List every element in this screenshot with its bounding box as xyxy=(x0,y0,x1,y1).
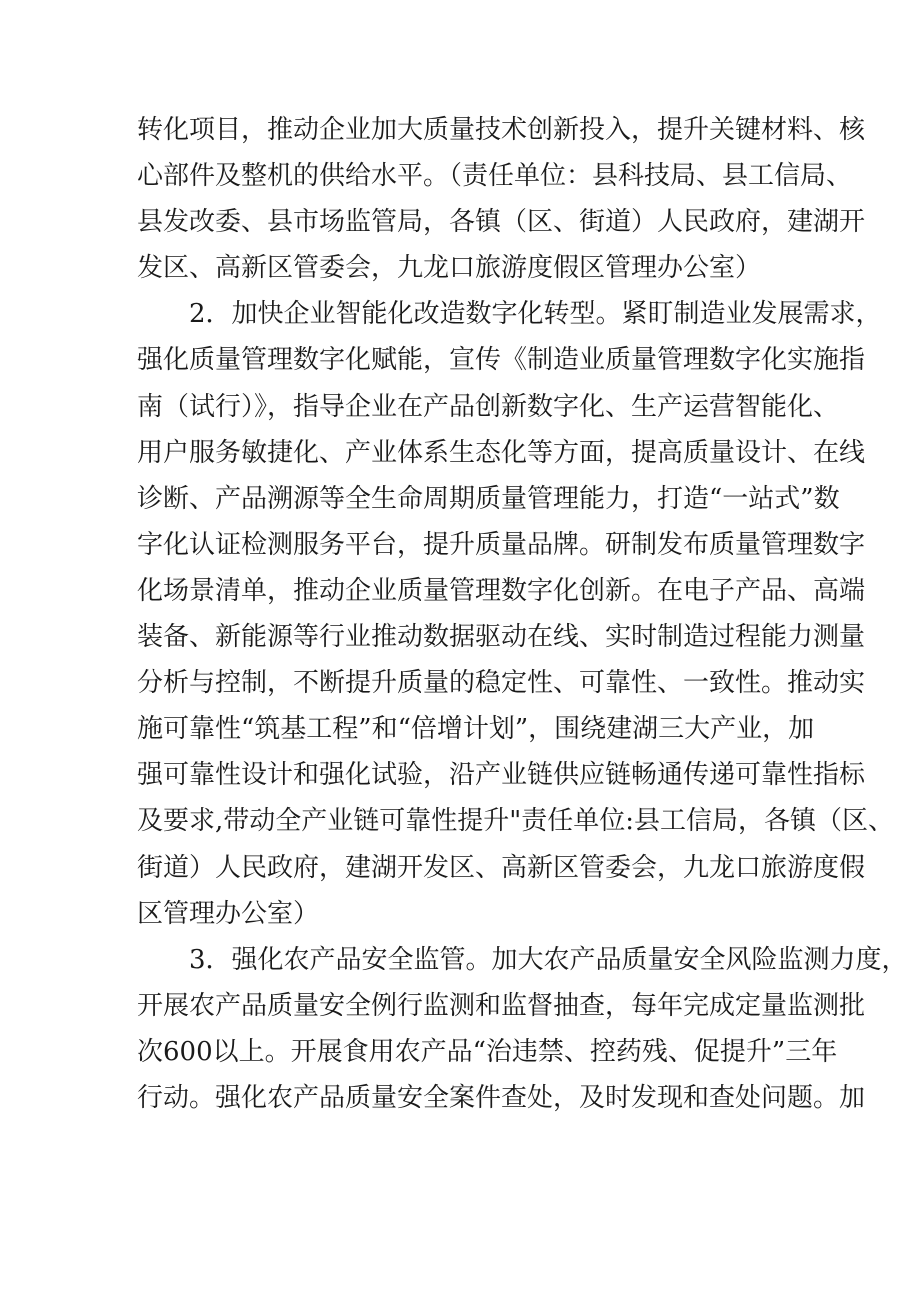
text-line: 化场景清单，推动企业质量管理数字化创新。在电子产品、高端 xyxy=(137,575,866,606)
text-line: 发区、高新区管委会，九龙口旅游度假区管理办公室） xyxy=(137,253,762,284)
text-line: 强化质量管理数字化赋能，宣传《制造业质量管理数字化实施指 xyxy=(137,345,866,376)
text-line: 街道）人民政府，建湖开发区、高新区管委会，九龙口旅游度假 xyxy=(137,852,866,883)
text-line: 及要求,带动全产业链可靠性提升"责任单位:县工信局，各镇（区、 xyxy=(137,806,894,837)
body-text xyxy=(137,107,908,1121)
text-line: 南（试行）》，指导企业在产品创新数字化、生产运营智能化、 xyxy=(137,391,840,422)
text-line: 3．强化农产品安全监管。加大农产品质量安全风险监测力度， xyxy=(189,944,908,975)
text-line: 分析与控制，不断提升质量的稳定性、可靠性、一致性。推动实 xyxy=(137,668,866,699)
text-line: 行动。强化农产品质量安全案件查处，及时发现和查处问题。加 xyxy=(137,1082,866,1113)
text-line: 施可靠性“筑基工程”和“倍增计划”，围绕建湖三大产业，加 xyxy=(137,714,815,745)
text-line: 心部件及整机的供给水平。（责任单位：县科技局、县工信局、 xyxy=(137,161,853,192)
text-line: 用户服务敏捷化、产业体系生态化等方面，提高质量设计、在线 xyxy=(137,437,866,468)
text-line: 强可靠性设计和强化试验，沿产业链供应链畅通传递可靠性指标 xyxy=(137,760,866,791)
text-line: 次600以上。开展食用农产品“治违禁、控药残、促提升”三年 xyxy=(137,1036,838,1067)
text-line: 转化项目，推动企业加大质量技术创新投入，提升关键材料、核 xyxy=(137,115,866,145)
text-line: 装备、新能源等行业推动数据驱动在线、实时制造过程能力测量 xyxy=(137,622,866,653)
text-line: 开展农产品质量安全例行监测和监督抽查，每年完成定量监测批 xyxy=(137,990,866,1021)
text-line: 字化认证检测服务平台，提升质量品牌。研制发布质量管理数字 xyxy=(137,529,866,560)
text-line: 区管理办公室） xyxy=(137,898,320,929)
text-line: 2．加快企业智能化改造数字化转型。紧盯制造业发展需求， xyxy=(189,299,882,330)
text-line: 诊断、产品溯源等全生命周期质量管理能力，打造“一站式”数 xyxy=(137,483,840,514)
text-line: 县发改委、县市场监管局，各镇（区、街道）人民政府，建湖开 xyxy=(137,207,866,238)
